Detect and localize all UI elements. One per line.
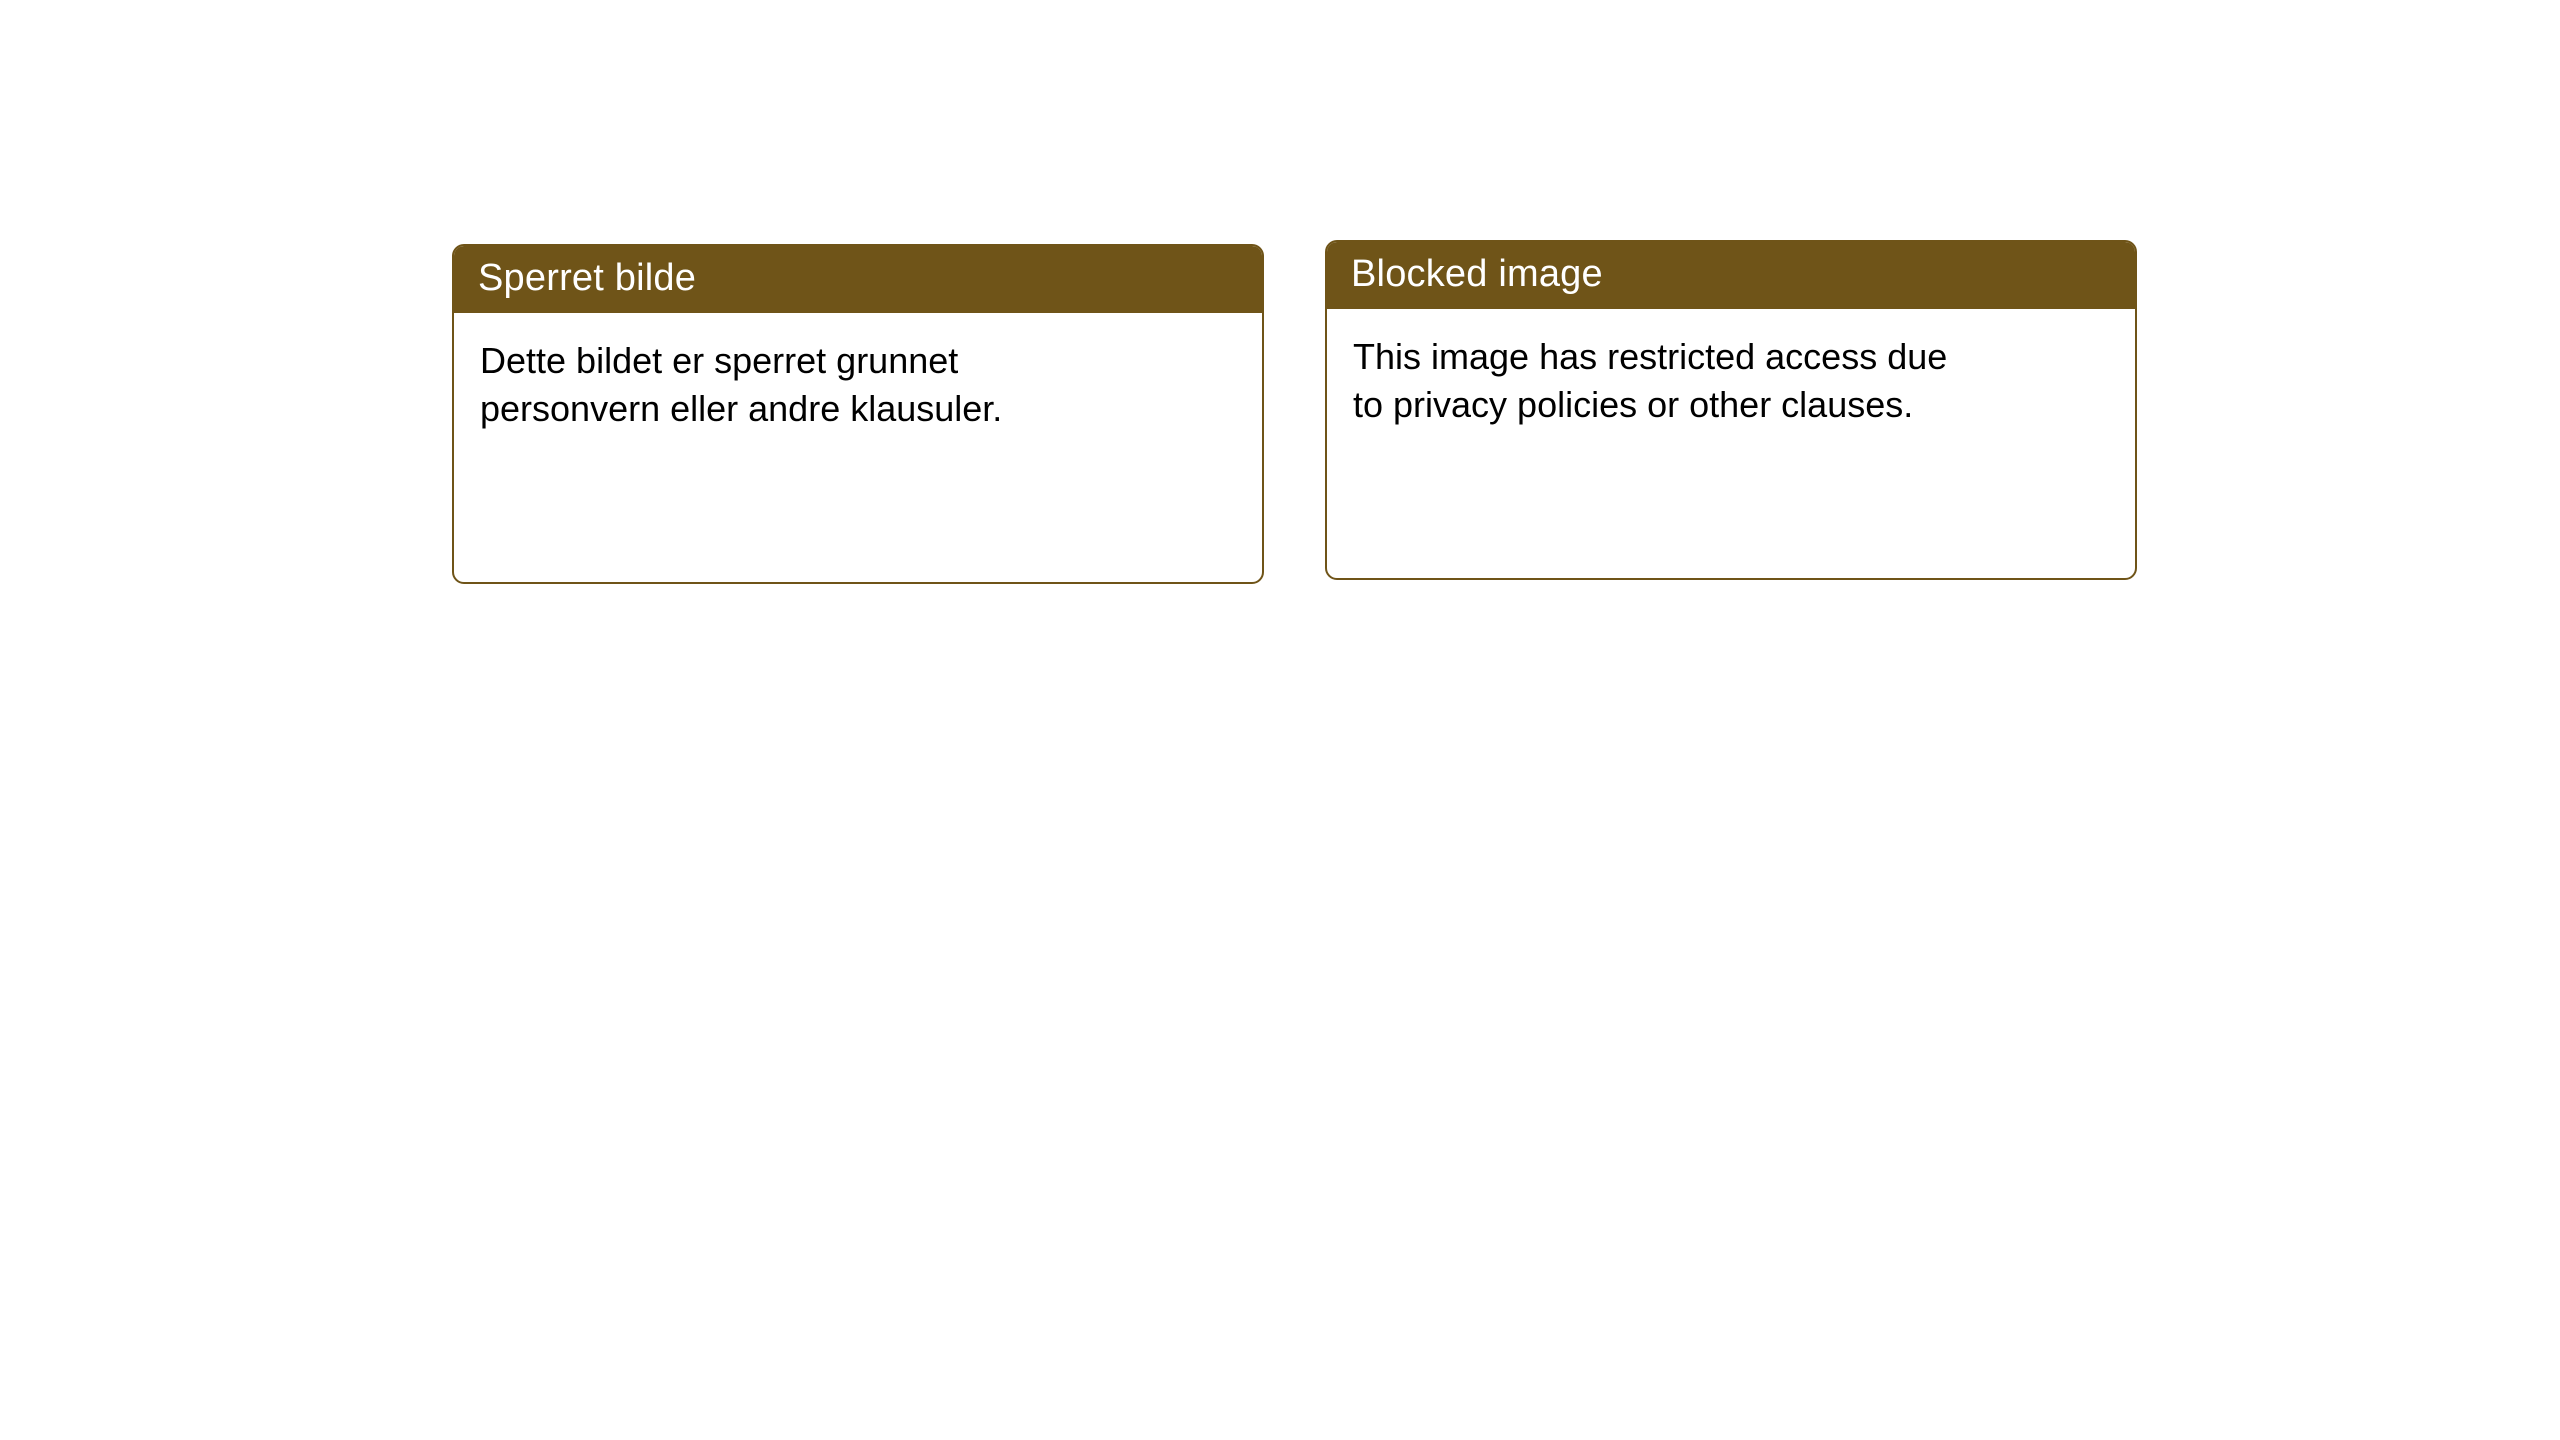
blocked-image-notice-card-no: [452, 244, 1264, 584]
card-message-no: Dette bildet er sperret grunnet personvern eller andre klausuler.: [480, 340, 1003, 429]
card-title-no: Sperret bilde: [454, 246, 1262, 313]
card-message-en: This image has restricted access due to privacy policies or other clauses.: [1353, 336, 1948, 425]
blocked-image-notice-card-en: [1325, 240, 2137, 580]
card-title-en: Blocked image: [1327, 242, 2135, 309]
